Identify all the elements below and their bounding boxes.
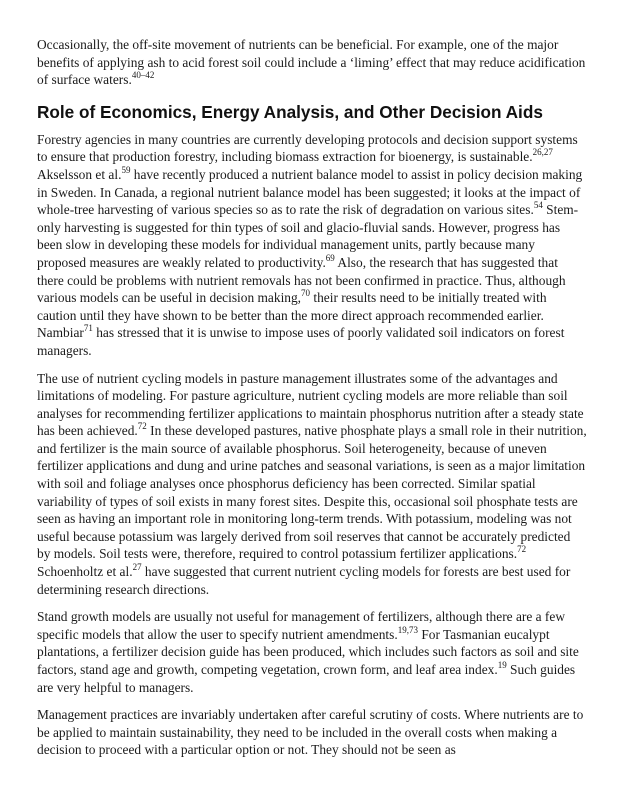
text-run: their results need to be initially treated with caution until they have shown to be better than the more direct approach recommended earlier. Nambiar — [37, 290, 547, 341]
citation: 72 — [137, 421, 147, 432]
document-page — [37, 36, 587, 769]
text-run: Stem-only harvesting is suggested for thin types of soil and glacio-fluvial sands. However, progress has been slow in developing these models for individual management units, partly because many proposed measures are weakly related to productivity. — [37, 202, 579, 270]
text-run: For Tasmanian eucalypt plantations, a fertilizer decision guide has been produced, which includes such factors as soil and site factors, stand age and growth, competing vegetation, crown form, and leaf area index. — [37, 626, 579, 677]
citation: 70 — [301, 288, 311, 299]
citation: 59 — [121, 164, 131, 175]
paragraph-1 — [37, 131, 587, 360]
citation: 19 — [497, 660, 507, 670]
citation: 27 — [132, 562, 142, 573]
text-run: Also, the research that has suggested that there could be problems with nutrient removals has not been confirmed in practice. Thus, although various models can be useful in decision making, — [37, 254, 566, 306]
paragraph-3 — [37, 608, 587, 696]
text-run: Forestry agencies in many countries are currently developing protocols and decision support systems to ensure that production forestry, including biomass extraction for bioenergy, is sustainable. — [37, 131, 578, 165]
text-run: The use of nutrient cycling models in pasture management illustrates some of the advantages and limitations of modeling. For pasture agriculture, nutrient cycling models are more reliable than soil analyses for recommending fertilizer applications to maintain phosphorus nutrition after a steady state has been achieved. — [37, 370, 584, 439]
text-run: In these developed pastures, native phosphate plays a small role in their nutrition, and fertilizer is the main source of available phosphorus. Soil heterogeneity, because of uneven fertilizer applications and dung and urine patches and seasonal variations, is seen as a major limitation with soil and foliage analyses once phosphorus deficiency has been corrected. Similar spatial variability of types of soil exists in many forest sites. Despite this, occasional soil phosphate tests are seen as having an important role in monitoring long-term trends. With potassium, modeling was not useful because potassium was largely derived from soil reserves that cannot be accurately predicted by models. Soil tests were, therefore, required to control potassium fertilizer applications. — [37, 423, 587, 562]
paragraph-4 — [37, 706, 587, 759]
text-run: Such guides are very helpful to managers. — [37, 662, 576, 695]
intro-paragraph — [37, 36, 587, 89]
text-run: Akselsson et al. — [37, 166, 122, 182]
intro-text: Occasionally, the off-site movement of nutrients can be beneficial. For example, one of the major benefits of applying ash to acid forest soil could include a ‘liming’ effect that may reduce acidification of surface waters. — [37, 37, 586, 88]
citation: 71 — [83, 323, 93, 334]
paragraph-2 — [37, 370, 587, 599]
text-run: Management practices are invariably undertaken after careful scrutiny of costs. Where nutrients are to be applied to maintain sustainability, they need to be included in the overall costs when making a decision to proceed with a particular option or not. They should not be seen as — [37, 707, 584, 758]
citation: 19,73 — [397, 624, 418, 635]
text-run: has stressed that it is unwise to impose uses of poorly validated soil indicators on forest managers. — [37, 325, 565, 358]
citation: 69 — [325, 252, 335, 263]
text-run: Stand growth models are usually not useful for management of fertilizers, although there are a few specific models that allow the user to specify nutrient amendments. — [37, 609, 566, 642]
citation: 54 — [533, 200, 543, 211]
section-heading: Role of Economics, Energy Analysis, and Other Decision Aids — [37, 101, 543, 122]
citation: 72 — [517, 544, 527, 555]
text-run: Schoenholtz et al. — [37, 564, 133, 580]
text-run: have suggested that current nutrient cycling models for forests are best used for determining research directions. — [37, 564, 571, 597]
citation: 40–42 — [131, 70, 155, 81]
text-run: have recently produced a nutrient balance model to assist in policy decision making in Sweden. In Canada, a regional nutrient balance model has been suggested; it looks at the impact of whole-tree harvesting of various species so as to rate the risk of degradation on various sites. — [37, 166, 583, 218]
citation: 26,27 — [532, 147, 553, 158]
